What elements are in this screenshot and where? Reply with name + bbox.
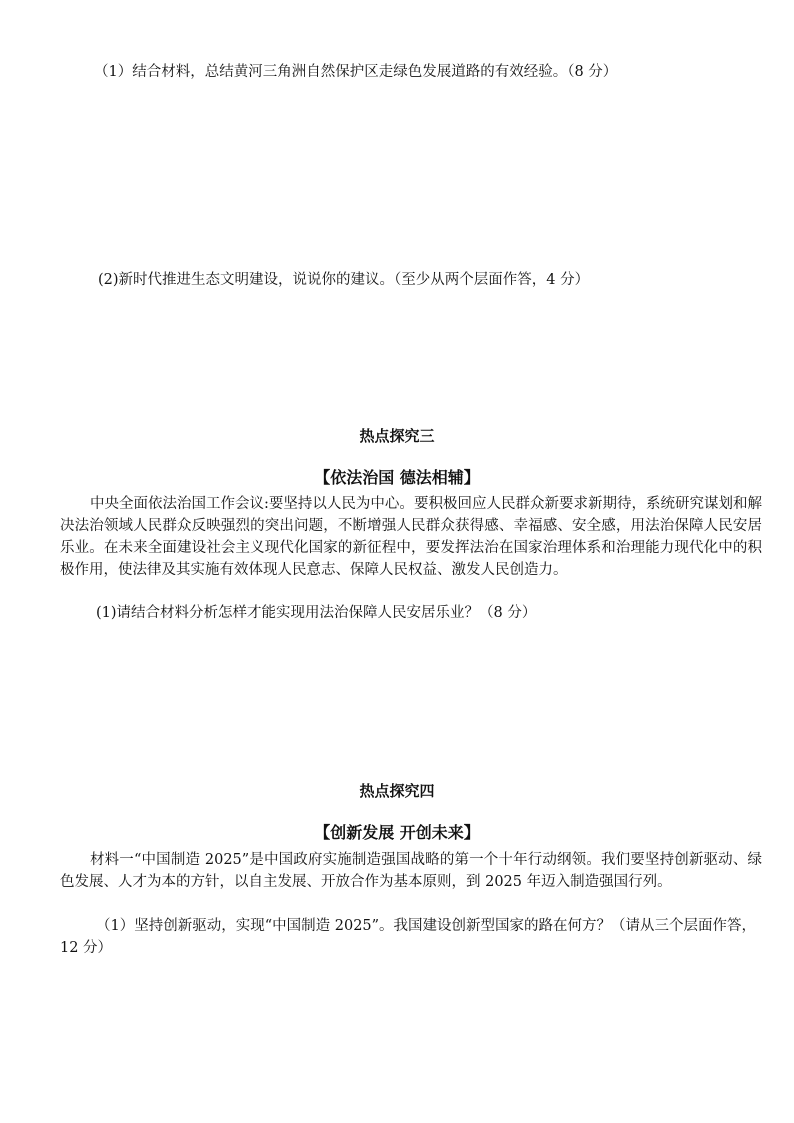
- section-4-material: 材料一“中国制造 2025”是中国政府实施制造强国战略的第一个十年行动纲领。我们要坚持创新驱动、绿色发展、人才为本的方针，以自主发展、开放合作为基本原则，到 2025 年迈入制造强国行列。: [60, 852, 762, 890]
- section-4-title: 热点探究四: [359, 782, 435, 800]
- question-4-1: （1）坚持创新驱动，实现“中国制造 2025”。我国建设创新型国家的路在何方？（请从三个层面作答，12 分）: [60, 918, 757, 956]
- section-3-subtitle: 【依法治国 德法相辅】: [314, 468, 480, 487]
- section-4-subtitle: 【创新发展 开创未来】: [314, 823, 480, 842]
- question-3-1: (1)请结合材料分析怎样才能实现用法治保障人民安居乐业？（8 分）: [96, 605, 537, 621]
- section-3-material: 中央全面依法治国工作会议:要坚持以人民为中心。要积极回应人民群众新要求新期待，系统研究谋划和解决法治领域人民群众反映强烈的突出问题，不断增强人民群众获得感、幸福感、安全感，用法治保障人民安居乐业。在未来全面建设社会主义现代化国家的新征程中，要发挥法治在国家治理体系和治理能力现代化中的积极作用，使法律及其实施有效体现人民意志、保障人民权益、激发人民创造力。: [60, 496, 762, 578]
- section-3-title: 热点探究三: [359, 427, 435, 445]
- question-1-2: (2)新时代推进生态文明建设，说说你的建议。（至少从两个层面作答，4 分）: [98, 272, 590, 288]
- question-1-1: （1）结合材料，总结黄河三角洲自然保护区走绿色发展道路的有效经验。（8 分）: [94, 64, 618, 80]
